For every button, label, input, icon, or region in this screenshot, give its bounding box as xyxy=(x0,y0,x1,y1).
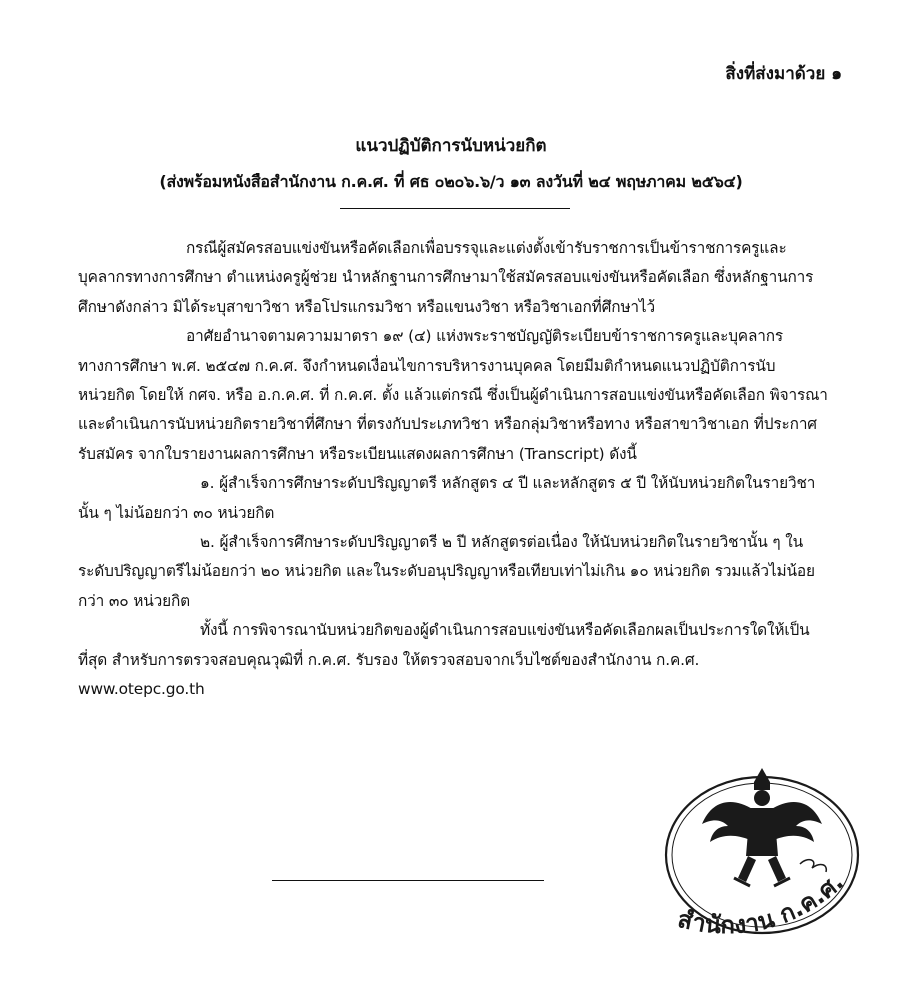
document-subtitle: (ส่งพร้อมหนังสือสำนักงาน ก.ค.ศ. ที่ ศธ ๐๒๐๖.๖/ว ๑๓ ลงวันที่ ๒๔ พฤษภาคม ๒๕๖๔) xyxy=(159,172,743,191)
seal-text: สำนักงาน ก.ค.ศ. xyxy=(675,867,849,940)
closing-divider xyxy=(272,880,544,881)
document-body xyxy=(78,234,830,705)
paragraph-item-1: ๑. ผู้สำเร็จการศึกษาระดับปริญญาตรี หลักสูตร ๔ ปี และหลักสูตร ๕ ปี ให้นับหน่วยกิตในรายวิชานั้น ๆ ไม่น้อยกว่า ๓๐ หน่วยกิต xyxy=(78,474,816,522)
garuda-emblem-icon xyxy=(650,760,870,940)
office-seal xyxy=(650,760,870,940)
enclosure-label: สิ่งที่ส่งมาด้วย ๑ xyxy=(725,64,842,84)
title-divider xyxy=(340,208,570,209)
paragraph-intro: กรณีผู้สมัครสอบแข่งขันหรือคัดเลือกเพื่อบรรจุและแต่งตั้งเข้ารับราชการเป็นข้าราชการครูและบุคลากรทางการศึกษา ตำแหน่งครูผู้ช่วย นำหลักฐานการศึกษามาใช้สมัครสอบแข่งขันหรือคัดเลือก ซึ่งหลักฐานการศึกษาดังกล่าว มิได้ระบุสาขาวิชา หรือโปรแกรมวิชา หรือแขนงวิชา หรือวิชาเอกที่ศึกษาไว้ xyxy=(78,239,814,316)
paragraph-conclusion: ทั้งนี้ การพิจารณานับหน่วยกิตของผู้ดำเนินการสอบแข่งขันหรือคัดเลือกผลเป็นประการใดให้เป็นที่สุด สำหรับการตรวจสอบคุณวุฒิที่ ก.ค.ศ. รับรอง ให้ตรวจสอบจากเว็บไซต์ของสำนักงาน ก.ค.ศ. www.otepc.go.th xyxy=(78,621,810,699)
paragraph-item-2: ๒. ผู้สำเร็จการศึกษาระดับปริญญาตรี ๒ ปี หลักสูตรต่อเนื่อง ให้นับหน่วยกิตในรายวิชานั้น ๆ ในระดับปริญญาตรีไม่น้อยกว่า ๒๐ หน่วยกิต และในระดับอนุปริญญาหรือเทียบเท่าไม่เกิน ๑๐ หน่วยกิต รวมแล้วไม่น้อยกว่า ๓๐ หน่วยกิต xyxy=(78,533,815,610)
document-title: แนวปฏิบัติการนับหน่วยกิต xyxy=(355,136,547,156)
paragraph-authority: อาศัยอำนาจตามความมาตรา ๑๙ (๔) แห่งพระราชบัญญัติระเบียบข้าราชการครูและบุคลากรทางการศึกษา พ.ศ. ๒๕๔๗ ก.ค.ศ. จึงกำหนดเงื่อนไขการบริหารงานบุคคล โดยมีมติกำหนดแนวปฏิบัติการนับหน่วยกิต โดยให้ กศจ. หรือ อ.ก.ค.ศ. ที่ ก.ค.ศ. ตั้ง แล้วแต่กรณี ซึ่งเป็นผู้ดำเนินการสอบแข่งขันหรือคัดเลือก พิจารณาและดำเนินการนับหน่วยกิตรายวิชาที่ศึกษา ที่ตรงกับประเภทวิชา หรือกลุ่มวิชาหรือทาง หรือสาขาวิชาเอก ที่ประกาศรับสมัคร จากใบรายงานผลการศึกษา หรือระเบียนแสดงผลการศึกษา (Transcript) ดังนี้ xyxy=(78,327,828,463)
